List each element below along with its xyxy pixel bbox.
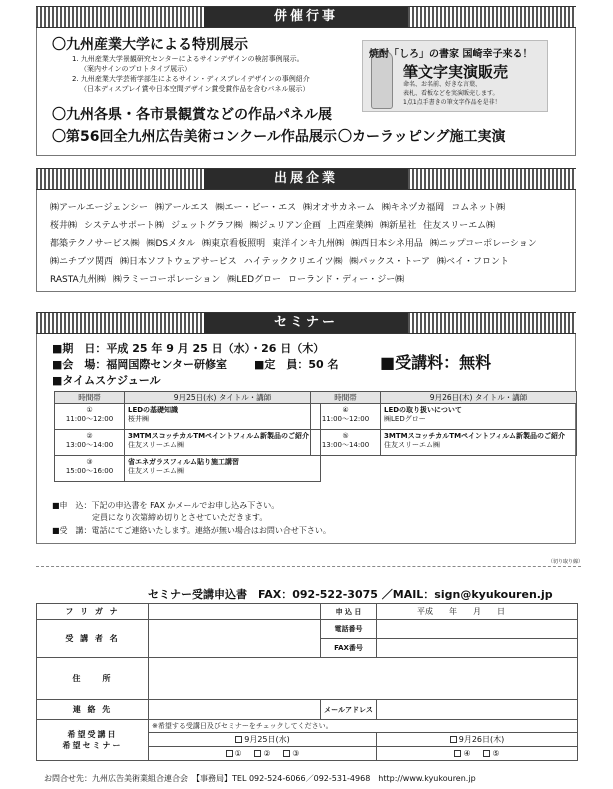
slot-no: ③ (86, 458, 93, 466)
event-sub-3: 2. 九州産業大学芸術学部生によるサイン・ディスプレイデザインの事例紹介 (72, 75, 310, 83)
section-title-exhibitors: 出展企業 (204, 169, 408, 189)
cut-label: （切り取り線） (548, 559, 584, 565)
seminar-speaker: 桜井㈱ (128, 415, 149, 423)
seminar-title: 3MTMスコッチカルTMペイントフィルム新製品のご紹介 (384, 432, 565, 440)
seminar-title: LEDの基礎知識 (128, 406, 179, 414)
exhibitor-name: 桜井㈱ (50, 221, 78, 231)
checkbox-icon[interactable] (450, 736, 457, 743)
event-sub-2: （案内サインのプロトタイプ展示） (80, 65, 192, 73)
wish-label-1: 希望受講日 (67, 730, 118, 739)
section-band-exhibitors (36, 168, 576, 190)
opt-5-label: ⑤ (492, 749, 500, 758)
seminar-speaker: ㈱LEDグロー (384, 415, 426, 423)
slot-no: ① (86, 406, 93, 414)
event-item-contest: 〇第56回全九州広告美術コンクール作品展示 (52, 129, 337, 145)
slot-no: ④ (342, 406, 349, 414)
note-apply: ■申 込：下記の申込書を FAX かメールでお申し込み下さい。 (52, 501, 280, 510)
schedule-day1-table (54, 391, 321, 482)
exhibitor-name: ㈱東京看板照明 (202, 239, 266, 249)
slot-time: 11:00～12:00 (65, 415, 114, 423)
email-field[interactable] (377, 700, 578, 720)
exhibitor-name: ハイテッククリエイツ㈱ (243, 257, 343, 267)
day2-option[interactable] (377, 733, 578, 747)
footer-contact: お問合せ先：九州広告美術業組合連合会 【事務局】TEL 092-524-6066／092-531-4968 http://www.kyukouren.jp (44, 774, 476, 783)
note-deadline: 定員になり次第締め切りとさせていただきます。 (52, 513, 268, 522)
day1-seminar-options (149, 747, 377, 761)
table-row (55, 456, 321, 482)
exhibitor-name: ㈱新星社 (380, 221, 417, 231)
exhibitor-name: 東洋インキ九州㈱ (272, 239, 345, 249)
slot-no: ⑤ (342, 432, 349, 440)
checkbox-icon[interactable] (254, 750, 261, 757)
exhibitor-row (50, 218, 502, 231)
event-item-kyusan: 〇九州産業大学による特別展示 (52, 37, 248, 53)
exhibitor-name: ㈱ジュリアン企画 (249, 221, 322, 231)
checkbox-icon[interactable] (454, 750, 461, 757)
exhibitor-name: ㈱アールエス (154, 203, 209, 213)
exhibitor-row (50, 200, 512, 213)
section-band-seminar (36, 312, 576, 334)
exhibitor-name: ㈱エー・ビー・エス (215, 203, 297, 213)
day2-seminar-options (377, 747, 578, 761)
name-label: 受 講 者 名 (37, 620, 149, 658)
email-label: メールアドレス (321, 700, 377, 720)
furigana-label: フ リ ガ ナ (37, 604, 149, 620)
exhibitor-name: ㈱アールエージェンシー (50, 203, 148, 213)
exhibitor-name: 住友スリーエム㈱ (423, 221, 496, 231)
opt-2-label: ② (263, 749, 271, 758)
event-sub-1: 1. 九州産業大学景観研究センターによるサインデザインの検討事例展示。 (72, 55, 304, 63)
schedule-day2-table (310, 391, 577, 456)
calligraphy-promo (362, 40, 548, 112)
form-title: セミナー受講申込書 FAX：092-522-3075 ／MAIL：sign@kyukouren.jp (148, 588, 553, 601)
promo-title: 筆文字実演販売 (403, 63, 509, 81)
exhibitor-name: ㈱ニチブツ関西 (50, 257, 114, 267)
exhibitor-name: ㈱パックス・トーア (349, 257, 430, 267)
exhibitor-name: RASTA九州㈱ (50, 275, 106, 285)
checkbox-icon[interactable] (483, 750, 490, 757)
col-time-header: 時間帯 (311, 392, 381, 404)
exhibitor-name: ㈱日本ソフトウェアサービス (120, 257, 237, 267)
slot-time: 13:00～14:00 (321, 441, 370, 449)
table-row (311, 404, 577, 430)
exhibitor-name: ㈱ニップコーポレーション (429, 239, 537, 249)
slot-no: ② (86, 432, 93, 440)
slot-time: 11:00～12:00 (321, 415, 370, 423)
day1-header: 9月25日(水) タイトル・講師 (125, 392, 321, 404)
contact-label: 連 絡 先 (37, 700, 149, 720)
seminar-date: ■期 日：平成 25 年 9 月 25 日（水）・26 日（木） (52, 342, 325, 355)
exhibitor-row (50, 272, 411, 285)
exhibitor-name: ローランド・ディー・ジー㈱ (288, 275, 405, 285)
fax-label: FAX番号 (321, 639, 377, 658)
seminar-title: 3MTMスコッチカルTMペイントフィルム新製品のご紹介 (128, 432, 309, 440)
checkbox-icon[interactable] (235, 736, 242, 743)
fax-field[interactable] (377, 639, 578, 658)
phone-field[interactable] (377, 620, 578, 639)
application-form (36, 603, 578, 761)
exhibitor-name: ㈱西日本シネ用品 (351, 239, 423, 249)
seminar-speaker: 住友スリーエム㈱ (128, 467, 184, 475)
checkbox-icon[interactable] (226, 750, 233, 757)
exhibitor-row (50, 254, 516, 267)
seminar-title: LEDの取り扱いについて (384, 406, 462, 414)
day1-option-label: 9月25日(水) (244, 735, 290, 744)
wish-label-2: 希望セミナー (62, 741, 123, 750)
exhibitor-name: ㈱ラミーコーポレーション (112, 275, 221, 285)
exhibitor-name: 上西産業㈱ (328, 221, 374, 231)
opt-1-label: ① (234, 749, 242, 758)
contact-field[interactable] (149, 700, 321, 720)
seminar-venue: ■会 場：福岡国際センター研修室 (52, 358, 227, 371)
slot-time: 15:00～16:00 (65, 467, 114, 475)
phone-label: 電話番号 (321, 620, 377, 639)
opt-4-label: ④ (463, 749, 471, 758)
exhibitor-name: ジェットグラフ㈱ (170, 221, 243, 231)
apply-date-label: 申 込 日 (321, 604, 377, 620)
table-row (311, 430, 577, 456)
exhibitor-name: ㈱ベイ・フロント (436, 257, 509, 267)
promo-headline: 焼酎「しろ」の書家 国崎幸子来る！ (369, 49, 533, 60)
table-row (55, 430, 321, 456)
exhibitor-name: コムネット㈱ (451, 203, 506, 213)
address-label: 住 所 (37, 658, 149, 700)
address-field[interactable] (149, 658, 578, 700)
seminar-capacity: ■定 員：50 名 (254, 358, 339, 371)
seminar-fee: ■受講料：無料 (380, 353, 492, 372)
exhibitor-row (50, 236, 544, 249)
section-title-seminar: セミナー (204, 313, 408, 333)
table-row (55, 404, 321, 430)
exhibitor-name: ㈱DSメタル (146, 239, 196, 249)
name-field[interactable] (149, 620, 321, 658)
day2-option-label: 9月26日(木) (458, 735, 505, 744)
promo-line-1: 命名、お名前、好きな言葉、 (403, 81, 482, 88)
promo-line-2: 表札、看板などを実演販売します。 (403, 90, 499, 97)
slot-time: 13:00～14:00 (65, 441, 114, 449)
section-title-events: 併催行事 (204, 7, 408, 27)
seminar-speaker: 住友スリーエム㈱ (384, 441, 440, 449)
event-sub-4: （日本ディスプレイ賞や日本空間デザイン賞受賞作品を含むパネル展示） (80, 85, 310, 93)
seminar-speaker: 住友スリーエム㈱ (128, 441, 184, 449)
event-item-carwrap: 〇カーラッピング施工実演 (338, 129, 506, 145)
opt-3-label: ③ (292, 749, 300, 758)
exhibitor-name: システムサポート㈱ (84, 221, 164, 231)
day2-header: 9月26日(木) タイトル・講師 (381, 392, 577, 404)
furigana-field[interactable] (149, 604, 321, 620)
note-attend: ■受 講：電話にてご連絡いたします。連絡が無い場合はお問い合せ下さい。 (52, 526, 331, 535)
exhibitor-name: ㈱LEDグロー (227, 275, 282, 285)
col-time-header: 時間帯 (55, 392, 125, 404)
event-item-panels: 〇九州各県・各市景観賞などの作品パネル展 (52, 107, 332, 123)
exhibitor-name: 都築テクノサービス㈱ (50, 239, 140, 249)
seminar-schedule-label: ■タイムスケジュール (52, 374, 161, 387)
wish-note: ※希望する受講日及びセミナーをチェックしてください。 (149, 720, 578, 733)
cut-line (36, 566, 581, 567)
seminar-title: 省エネガラスフィルム貼り施工講習 (128, 458, 239, 466)
day1-option[interactable] (149, 733, 377, 747)
section-band-events (36, 6, 576, 28)
promo-line-3: 1点1点手書きの筆文字作品を是非！ (403, 99, 501, 106)
exhibitor-name: ㈱キネヅカ福岡 (381, 203, 445, 213)
checkbox-icon[interactable] (283, 750, 290, 757)
exhibitor-name: ㈱オオサカネーム (303, 203, 375, 213)
apply-date-field[interactable]: 平成 年 月 日 (377, 604, 578, 620)
